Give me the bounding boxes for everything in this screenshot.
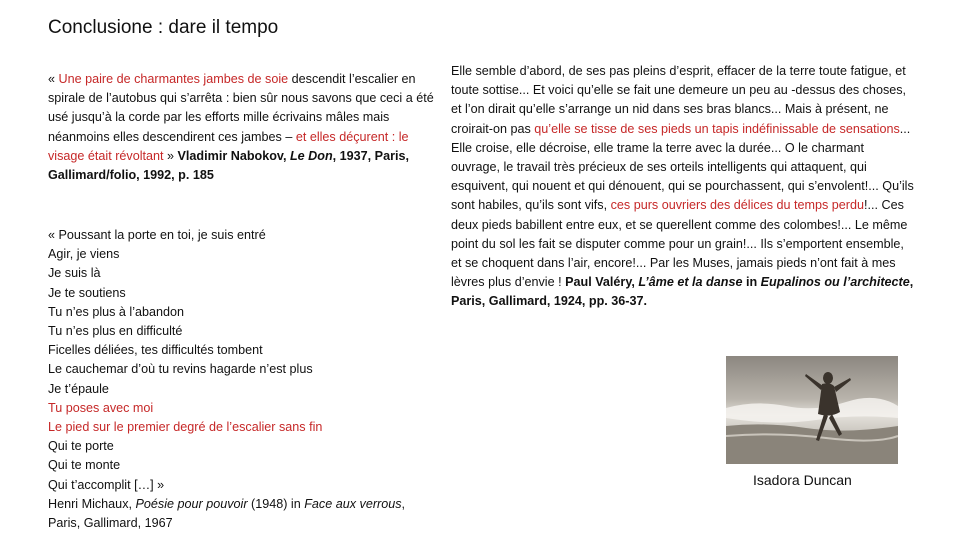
author-name: Paul Valéry, bbox=[565, 275, 639, 290]
poem-line: Le cauchemar d’où tu revins hagarde n’est plus bbox=[48, 362, 313, 377]
dancer-photo bbox=[726, 356, 898, 464]
poem-line: Qui t’accomplit […] » bbox=[48, 477, 165, 492]
highlight-disappointment: et elles déçurent : le visage était révoltant bbox=[48, 129, 409, 163]
poem-line: Je t’épaule bbox=[48, 381, 109, 396]
collection-title: Eupalinos ou l’architecte bbox=[760, 275, 910, 290]
highlight-lost-time: ces purs ouvriers des délices du temps perdu bbox=[610, 198, 865, 213]
quote-body-1: Elle semble d’abord, de ses pas pleins d’esprit, effacer de la terre toute fatigue, et toute sottise... Et voici qu’elle se fait une demeure un peu au -dessus des choses, et l’on dirait qu’elle s’arrange un nid dans ses bras blancs... Mais à présent, ne croirait-on pas bbox=[451, 64, 907, 136]
photo-caption: Isadora Duncan bbox=[753, 472, 852, 488]
work-title: Poésie pour pouvoir bbox=[135, 496, 248, 511]
poem-line: Le pied sur le premier degré de l’escalier sans fin bbox=[48, 420, 323, 435]
valery-quote bbox=[451, 62, 915, 312]
author-name: Vladimir Nabokov, bbox=[177, 148, 290, 163]
reference: , Paris, Gallimard, 1924, pp. 36-37. bbox=[451, 275, 914, 309]
attribution-mid: in bbox=[742, 275, 761, 290]
poem-line: Je te soutiens bbox=[48, 285, 126, 300]
poem-line: Agir, je viens bbox=[48, 247, 120, 262]
quote-close: » bbox=[163, 148, 175, 163]
michaux-poem bbox=[48, 226, 440, 533]
attribution-mid: (1948) in bbox=[247, 496, 305, 511]
reference: , Paris, Gallimard, 1967 bbox=[48, 496, 406, 531]
poem-line: Tu n’es plus en difficulté bbox=[48, 324, 183, 339]
collection-title: Face aux verrous bbox=[304, 496, 402, 511]
poem-line: Je suis là bbox=[48, 266, 101, 281]
quote-body: descendit l’escalier en spirale de l’autobus qui s’arrêta : bien sûr nous savons que ceci a été usé jusqu’à la corde par les efforts mille écrivains mâles mais néanmoins elles descendirent ces jambes – bbox=[48, 72, 434, 144]
poem-line: Qui te monte bbox=[48, 458, 121, 473]
author-name: Henri Michaux, bbox=[48, 496, 136, 511]
poem-line: Tu poses avec moi bbox=[48, 400, 154, 415]
work-title: Le Don bbox=[289, 148, 333, 163]
quote-open: « bbox=[48, 72, 59, 86]
work-title: L’âme et la danse bbox=[638, 275, 743, 290]
reference: , 1937, Paris, Gallimard/folio, 1992, p. 185 bbox=[48, 148, 409, 183]
poem-line: Ficelles déliées, tes difficultés tombent bbox=[48, 343, 263, 358]
poem-line: Tu n’es plus à l’abandon bbox=[48, 304, 185, 319]
quote-body-2: ... Elle croise, elle décroise, elle trame la terre avec la durée... O le charmant ouvrage, le travail très précieux de ses orteils intelligents qui attaquent, qui esquivent, qui nouent et qui dénouent, qui se pourchassent, qui s’envolent!... Qu’ils sont habiles, qu’ils sont vifs, bbox=[451, 121, 914, 213]
page-title: Conclusione : dare il tempo bbox=[48, 17, 279, 38]
poem-attribution bbox=[48, 497, 405, 530]
poem-line: Qui te porte bbox=[48, 439, 114, 454]
dancer-photo-image bbox=[726, 356, 898, 464]
nabokov-quote bbox=[48, 70, 440, 185]
quote-body-3: !... Ces deux pieds babillent entre eux, et se querellent comme des colombes!... Le même point du sol les fait se disputer comme pour un grain!... Ils s’emportent ensemble, et se choquent dans l’air, encore!... Par les Muses, jamais pieds n’ont fait à mes lèvres plus d’envie ! bbox=[451, 198, 908, 290]
highlight-tapestry: qu’elle se tisse de ses pieds un tapis indéfinissable de sensations bbox=[534, 121, 900, 136]
poem-lines bbox=[48, 226, 440, 495]
highlight-silk-legs: Une paire de charmantes jambes de soie bbox=[58, 72, 289, 86]
poem-line: « Poussant la porte en toi, je suis entré bbox=[48, 228, 266, 242]
